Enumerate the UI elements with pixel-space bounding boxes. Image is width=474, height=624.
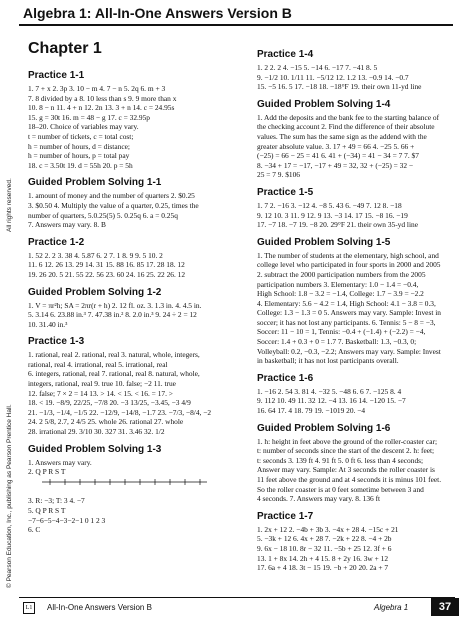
answer-line: 1. rational, real 2. rational, real 3. natural, whole, integers, xyxy=(28,350,200,360)
number-line-graphic xyxy=(42,477,212,487)
answer-line: 1. amount of money and the number of quarters 2. $0.25 xyxy=(28,191,195,201)
footer-title: All-In-One Answers Version B xyxy=(47,603,152,612)
answer-line: soccer; it has not lost any participants. 6. Tennis: 5 − 8 = −3, xyxy=(257,317,436,327)
publisher-logo: L1 xyxy=(23,602,35,614)
section-heading: Practice 1-2 xyxy=(28,236,85,248)
left-column xyxy=(28,40,236,535)
answer-line: 21. −1/3, −1/4, −1/5 22. −12/9, −14/8, −1.7 23. −7/3, −8/4, −2 xyxy=(28,407,212,417)
answer-line: So the roller coaster is at 0 feet sometime between 3 and xyxy=(257,484,424,494)
answer-line: 6. integers, rational, real 7. rational, real 8. natural, whole, xyxy=(28,369,200,379)
answer-line: 9. 12 10. 3 11. 9 12. 9 13. −3 14. 17 15. −8 16. −19 xyxy=(257,210,408,220)
section-heading: Guided Problem Solving 1-2 xyxy=(28,286,162,298)
answer-line: 9. −1/2 10. 1/11 11. −5/12 12. 1.2 13. −0.9 14. −0.7 xyxy=(257,72,409,82)
section-heading: Guided Problem Solving 1-1 xyxy=(28,177,162,189)
answer-line: t: seconds 3. 139 ft 4. 91 ft 5. 0 ft 6. less than 4 seconds; xyxy=(257,455,424,465)
section-heading: Practice 1-6 xyxy=(257,372,314,384)
answer-line: 28. irrational 29. 3/10 30. 327 31. 3.46 32. 1/2 xyxy=(28,427,165,437)
answer-line: 7. Answers may vary. 8. B xyxy=(28,220,106,230)
section-heading: Practice 1-3 xyxy=(28,336,85,348)
footer-course: Algebra 1 xyxy=(374,603,409,612)
answer-line: 4. Elementary: 5.6 − 4.2 = 1.4, High School: 4.1 − 3.8 = 0.3, xyxy=(257,298,436,308)
page-footer xyxy=(19,597,455,616)
answer-line: 9. 6x − 18 10. 8r − 32 11. −5b + 25 12. 3f + 6 xyxy=(257,543,392,553)
answer-line: values. The sum has the same sign as the addend with the xyxy=(257,131,427,141)
copyright-note: © Pearson Education, Inc., publishing as Pearson Prentice Hall. xyxy=(6,404,13,588)
answer-line: 6. C xyxy=(28,525,41,535)
answer-line: 24. 2 5/8, 2.7, 2 4/5 25. whole 26. rational 27. whole xyxy=(28,417,184,427)
answer-line: 2. Q P R S T xyxy=(28,467,66,477)
section-heading: Guided Problem Solving 1-6 xyxy=(257,422,391,434)
section-heading: Practice 1-7 xyxy=(257,510,314,522)
answer-line: 5. −3k + 12 6. 4x + 28 7. −2k + 22 8. −4 + 2b xyxy=(257,534,392,544)
answer-line: 19. 26 20. 5 21. 55 22. 56 23. 60 24. 16 25. 22 26. 12 xyxy=(28,269,186,279)
chapter-title: Chapter 1 xyxy=(28,40,102,57)
section-heading: Practice 1-4 xyxy=(257,49,314,60)
answer-line: 25 = 7 9. $106 xyxy=(257,170,300,180)
answer-line: 15. −5 16. 5 17. −18 18. −18°F 19. their own 11-yd line xyxy=(257,82,422,92)
answer-line: 18. < 19. −8/9, 22/25, −7/8 20. −3 13/25, −3.45, −3 4/9 xyxy=(28,398,191,408)
answer-line: t = number of tickets, c = total cost; xyxy=(28,131,134,141)
section-heading: Practice 1-1 xyxy=(28,70,85,81)
answer-line: participation numbers 3. Elementary: 1.0 − 1.4 = −0.4, xyxy=(257,279,419,289)
answer-line: h = number of hours, d = distance; xyxy=(28,141,130,151)
section-heading: Guided Problem Solving 1-4 xyxy=(257,98,391,110)
answer-line: 1. 2 2. 2 4. −15 5. −14 6. −17 7. −41 8. 5 xyxy=(257,63,378,72)
answer-line: High School: 1.8 − 3.2 = −1.4, College: 1.7 − 3.9 = −2.2 xyxy=(257,289,424,299)
answer-line: 1. h: height in feet above the ground of the roller-coaster car; xyxy=(257,436,438,446)
answer-line: 1. 2x + 12 2. −4b + 3b 3. −4x + 28 4. −15c + 21 xyxy=(257,524,399,534)
answer-line: 5. Q P R S T xyxy=(28,506,66,515)
answer-line: h = number of hours, p = total pay xyxy=(28,151,130,161)
answer-line: 11. 6 12. 26 13. 29 14. 31 15. 88 16. 85 17. 28 18. 12 xyxy=(28,260,185,270)
answer-line: 1. Answers may vary. xyxy=(28,457,92,467)
answer-line: 1. 52 2. 2 3. 38 4. 5.87 6. 2 7. 1 8. 9 9. 5 10. 2 xyxy=(28,250,163,260)
answer-line: Answer may vary. Sample: At 3 seconds the roller coaster is xyxy=(257,465,435,475)
header-title: Algebra 1: All-In-One Answers Version B xyxy=(23,5,292,21)
answer-line: Volleyball: 0.2, −0.3, −2.2; Answers may vary. Sample: Invest xyxy=(257,346,441,356)
answer-line: 3. $0.50 4. Multiply the value of a quarter, 0.25, times the xyxy=(28,200,199,210)
answer-line: (−25) = 66 − 25 = 41 6. 41 + (−34) = 41 − 34 = 7 7. $7 xyxy=(257,151,419,161)
answer-line xyxy=(28,487,236,497)
answer-line: 17. −7 18. −7 19. −8 20. 29°F 21. their own 35-yd line xyxy=(257,220,419,230)
answer-line: rational, real 4. irrational, real 5. irrational, real xyxy=(28,359,168,369)
answer-line: 10. 31.40 in.³ xyxy=(28,319,68,329)
answer-line: t: number of seconds since the start of the descent 2. h: feet; xyxy=(257,446,435,456)
answer-line: 7. 8 divided by a 8. 10 less than s 9. 9 more than x xyxy=(28,93,177,103)
answer-line: −7−6−5−4−3−2−1 0 1 2 3 xyxy=(28,515,106,525)
answer-line: 5. 3.14 6. 23.88 in.³ 7. 47.38 in.² 8. 2.0 in.³ 9. 24 ÷ 2 = 12 xyxy=(28,310,197,320)
answer-line: 8. −34 + 17 = −17, −17 + 49 = 32, 32 + (−25) = 32 − xyxy=(257,160,414,170)
answer-line: 10. 8 − n 11. 4 + n 12. 2n 13. 3 + n 14. c = 24.95s xyxy=(28,103,175,113)
answer-line: 1. 7 2. −16 3. −12 4. −8 5. 43 6. −49 7. 12 8. −18 xyxy=(257,200,402,210)
answer-line: 16. 64 17. 4 18. 79 19. −1019 20. −4 xyxy=(257,406,366,416)
answer-line: 13. 1 + 8x 14. 2h + 4 15. 8 + 2y 16. 3w + 12 xyxy=(257,553,389,563)
answer-line: in basketball; it has not lost participants overall. xyxy=(257,356,399,366)
answer-line: 15. g = 30t 16. m = 48 − g 17. c = 32.95p xyxy=(28,112,150,122)
answer-line: number of quarters, 5.0.25(5) 5. 0.25q 6. a = 0.25q xyxy=(28,210,178,220)
right-column xyxy=(257,42,457,573)
answer-line: the checking account 2. Find the difference of their absolute xyxy=(257,122,435,132)
answer-line: 1. V = πr²h; SA = 2πr(r + h) 2. 12 fl. oz. 3. 1.3 in. 4. 4.5 in. xyxy=(28,300,202,310)
answer-line: 18. c = 3.50t 19. d = 55h 20. p = 5h xyxy=(28,160,133,170)
page-number: 37 xyxy=(431,598,459,616)
answer-line: College: 1.3 − 1.3 = 0 5. Answers may vary. Sample: Invest in xyxy=(257,308,441,318)
answer-line: Soccer: 1.4 + 0.3 + 0 = 1.7 7. Basketball: 1.3, −0.3, 0; xyxy=(257,337,417,347)
page-header xyxy=(19,2,453,26)
answer-line: greater absolute value. 3. 17 + 49 = 66 4. −25 5. 66 + xyxy=(257,141,415,151)
section-heading: Practice 1-5 xyxy=(257,186,314,198)
answer-line: 4 seconds. 7. Answers may vary. 8. 136 ft xyxy=(257,494,381,504)
answer-line: 1. Add the deposits and the bank fee to the starting balance of xyxy=(257,112,440,122)
answer-line: 2. subtract the 2000 participation numbers from the 2005 xyxy=(257,269,426,279)
answer-line: 1. The number of students at the elementary, high school, and xyxy=(257,250,439,260)
answer-line: Soccer: 11 − 10 = 1, Tennis: −0.4 + (−1.4) + (−2.2) = −4, xyxy=(257,327,426,337)
section-heading: Guided Problem Solving 1-5 xyxy=(257,236,391,248)
answer-line: 1. −16 2. 54 3. 81 4. −32 5. −48 6. 6 7. −125 8. 4 xyxy=(257,386,402,396)
answer-line: 11 feet above the ground and at 4 seconds it is minus 101 feet. xyxy=(257,475,442,484)
answer-line: 17. 6a + 4 18. 3t − 15 19. −b + 20 20. 2a + 7 xyxy=(257,563,389,573)
rights-note: All rights reserved. xyxy=(6,178,13,232)
answer-line: 18–20. Choice of variables may vary. xyxy=(28,122,139,132)
section-heading: Guided Problem Solving 1-3 xyxy=(28,443,162,455)
answer-line: college level who participated in four sports in 2000 and 2005 xyxy=(257,260,441,270)
answer-line: integers, rational, real 9. true 10. false; −2 11. true xyxy=(28,379,176,389)
answer-line: 12. false; 7 × 2 = 14 13. > 14. < 15. < 16. = 17. > xyxy=(28,388,173,398)
answer-line: 3. R: −3; T: 3 4. −7 xyxy=(28,496,85,506)
answer-line: 9. 112 10. 49 11. 32 12. −4 13. 16 14. −120 15. −7 xyxy=(257,396,406,406)
answer-line: 1. 7 + x 2. 3p 3. 10 − m 4. 7 − n 5. 2q 6. m + 3 xyxy=(28,84,166,93)
